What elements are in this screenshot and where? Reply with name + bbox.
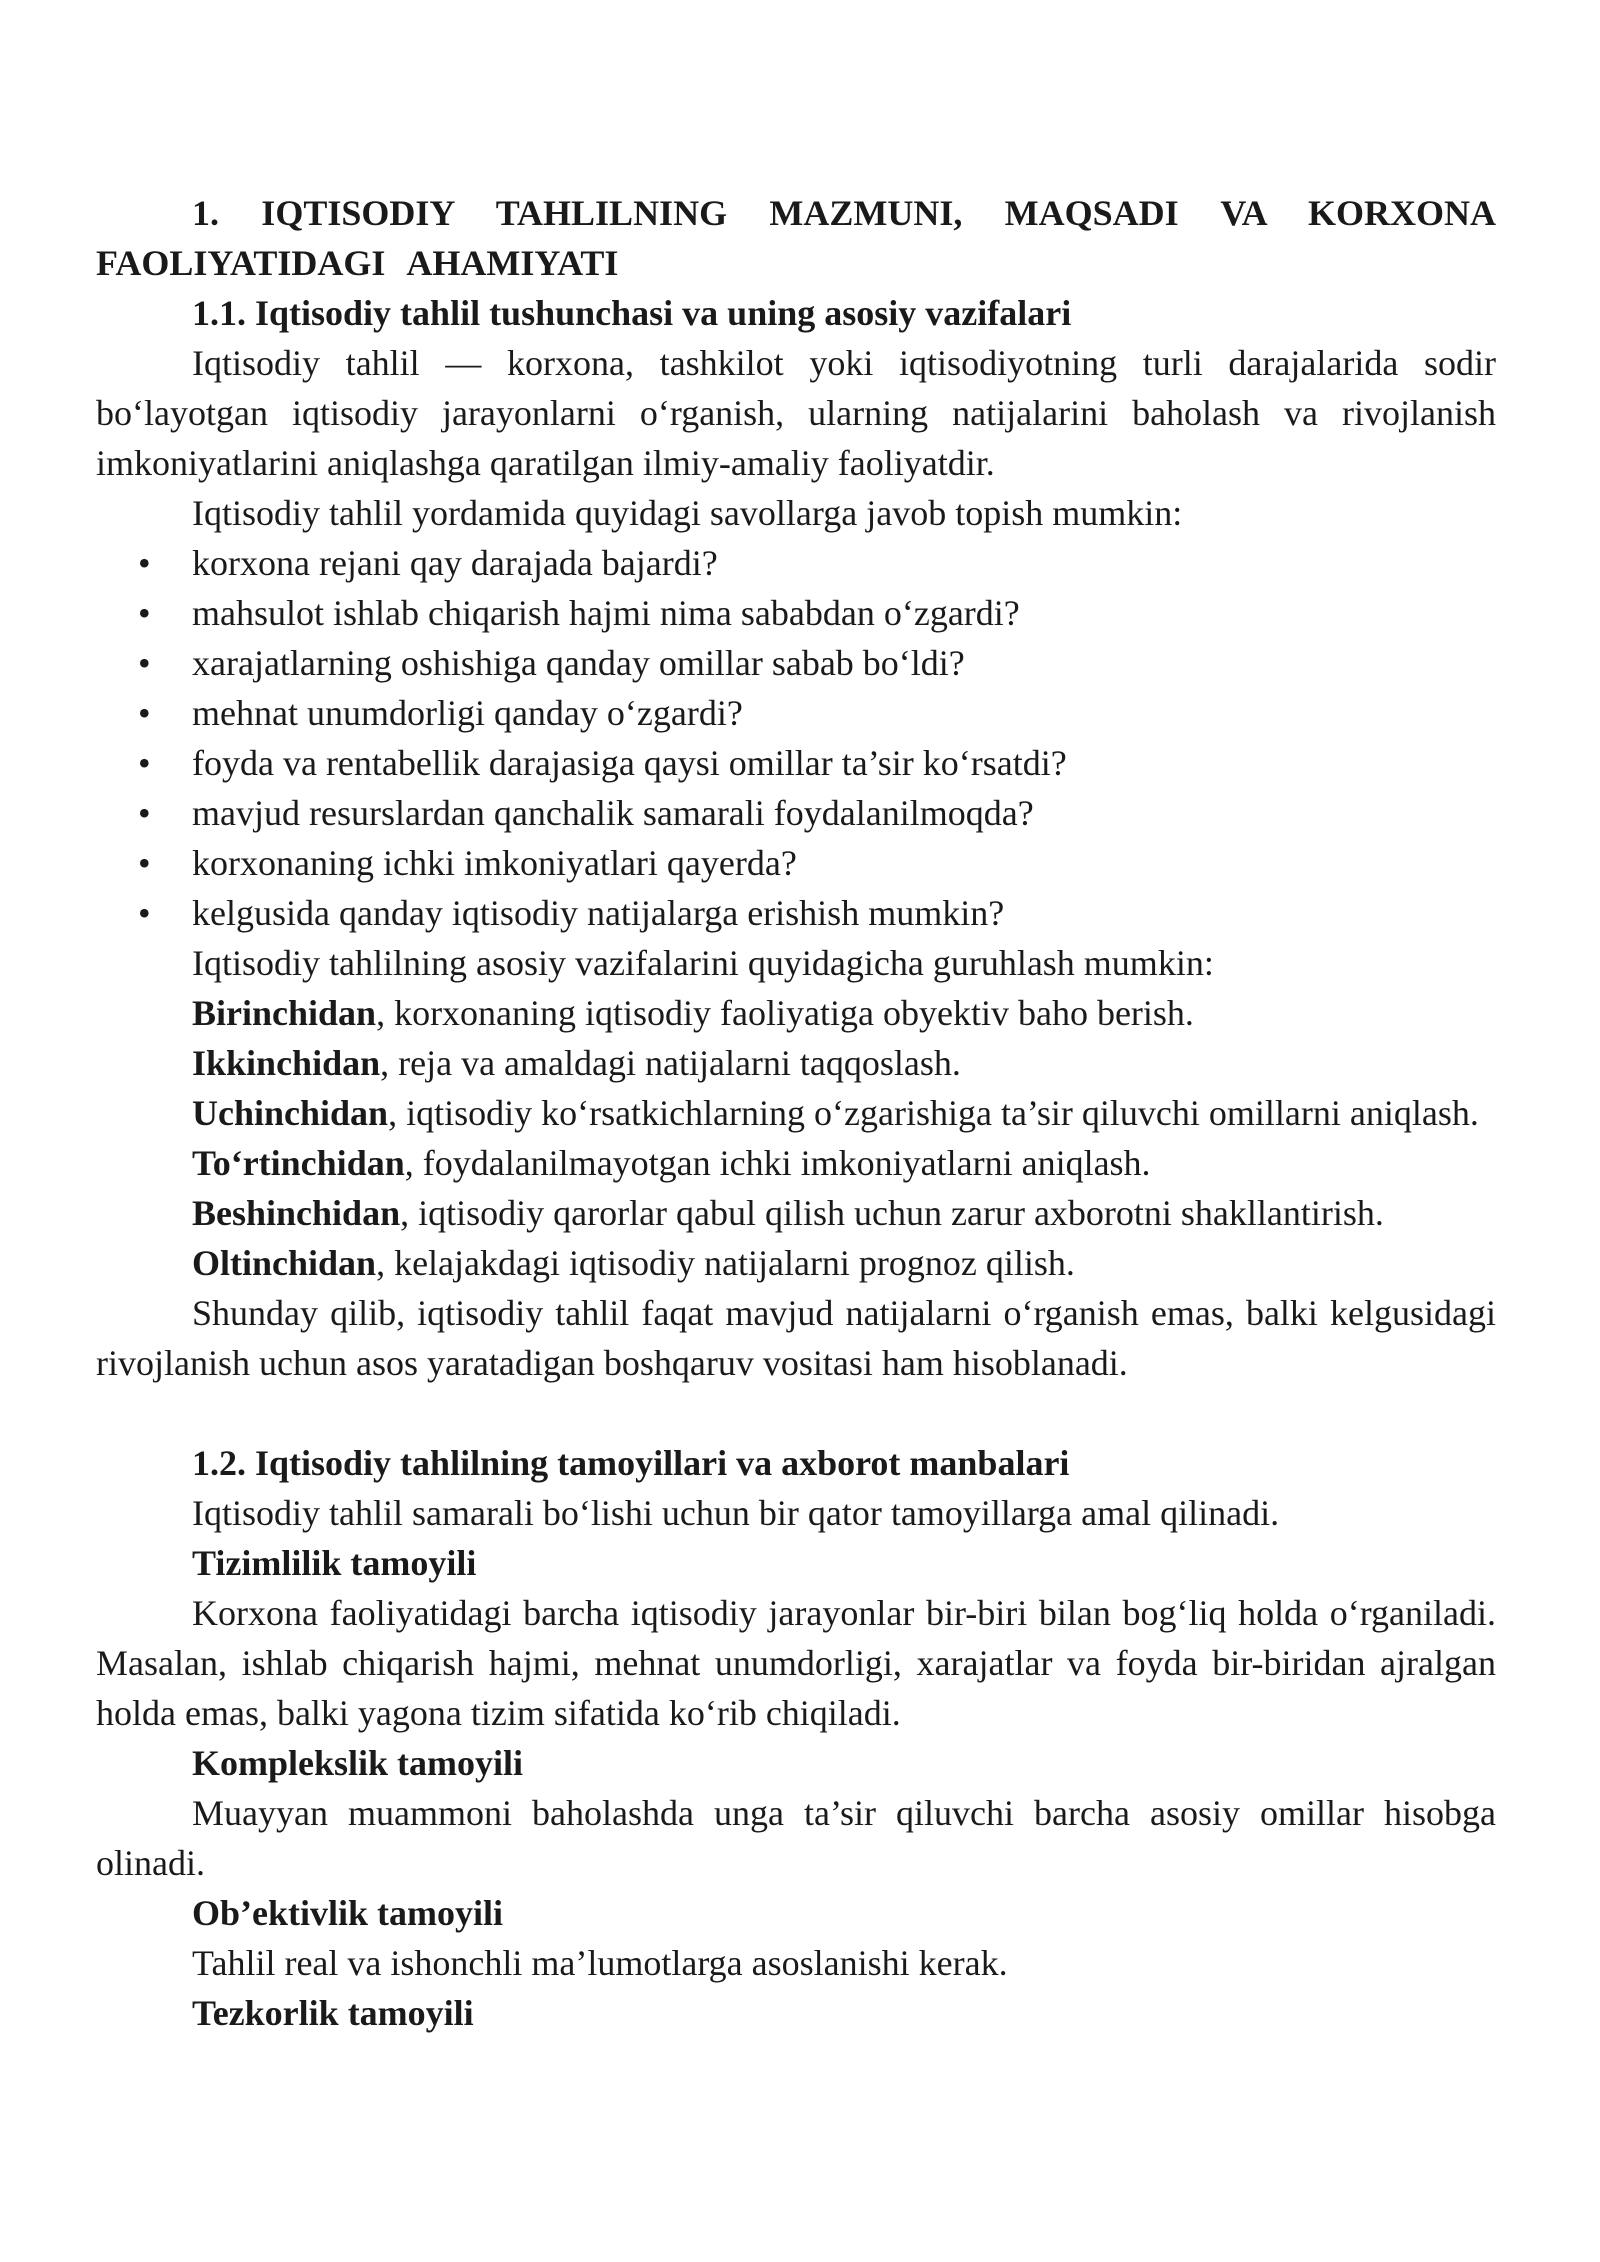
bullet-icon: •: [138, 893, 151, 933]
task-paragraph: [96, 988, 1496, 1038]
chapter-heading: 1. IQTISODIY TAHLILNING MAZMUNI, MAQSADI VA KORXONA FAOLIYATIDAGI AHAMIYATI: [96, 193, 1496, 283]
task-term: Birinchidan: [192, 993, 377, 1033]
task-paragraph: [96, 1238, 1496, 1288]
task-paragraph: [96, 1138, 1496, 1188]
task-term: Uchinchidan: [192, 1093, 389, 1133]
principle-title: Tezkorlik tamoyili: [192, 1993, 474, 2033]
question-text: mehnat unumdorligi qanday o‘zgardi?: [192, 693, 743, 733]
principle-text: Korxona faoliyatidagi barcha iqtisodiy jarayonlar bir-biri bilan bog‘liq holda o‘rganiladi. Masalan, ishlab chiqarish hajmi, mehnat unumdorligi, xarajatlar va foyda bir-biridan ajralgan holda emas, balki yagona tizim sifatida ko‘rib chiqiladi.: [96, 1593, 1496, 1733]
task-text: , reja va amaldagi natijalarni taqqoslash.: [380, 1043, 961, 1083]
task-term: Oltinchidan: [192, 1243, 377, 1283]
list-item: [96, 688, 1496, 738]
list-item: [96, 738, 1496, 788]
task-text: , iqtisodiy qarorlar qabul qilish uchun zarur axborotni shakllantirish.: [400, 1193, 1384, 1233]
list-item: [96, 638, 1496, 688]
question-text: korxonaning ichki imkoniyatlari qayerda?: [192, 843, 797, 883]
document-page: [96, 188, 1496, 2038]
bullet-icon: •: [138, 643, 151, 683]
principle-text: Muayyan muammoni baholashda unga ta’sir qiluvchi barcha asosiy omillar hisobga olinadi.: [96, 1793, 1496, 1883]
task-text: , foydalanilmayotgan ichki imkoniyatlarni aniqlash.: [404, 1143, 1151, 1183]
task-paragraph: [96, 1088, 1496, 1138]
principle-title: Ob’ektivlik tamoyili: [192, 1893, 504, 1933]
section-spacer: [96, 1388, 1496, 1438]
question-text: xarajatlarning oshishiga qanday omillar sabab bo‘ldi?: [192, 643, 965, 683]
list-item: [96, 888, 1496, 938]
tasks-intro: Iqtisodiy tahlilning asosiy vazifalarini quyidagicha guruhlash mumkin:: [192, 943, 1214, 983]
task-text: , kelajakdagi iqtisodiy natijalarni prognoz qilish.: [376, 1243, 1075, 1283]
bullet-icon: •: [138, 593, 151, 633]
task-text: , korxonaning iqtisodiy faoliyatiga obyektiv baho berish.: [376, 993, 1194, 1033]
question-text: foyda va rentabellik darajasiga qaysi omillar ta’sir ko‘rsatdi?: [192, 743, 1067, 783]
task-paragraph: [96, 1188, 1496, 1238]
conclusion-paragraph: Shunday qilib, iqtisodiy tahlil faqat mavjud natijalarni o‘rganish emas, balki kelgusidagi rivojlanish uchun asos yaratadigan boshqaruv vositasi ham hisoblanadi.: [96, 1293, 1496, 1383]
question-text: mahsulot ishlab chiqarish hajmi nima sababdan o‘zgardi?: [192, 593, 1020, 633]
bullet-icon: •: [138, 543, 151, 583]
definition-paragraph: Iqtisodiy tahlil — korxona, tashkilot yoki iqtisodiyotning turli darajalarida sodir bo‘layotgan iqtisodiy jarayonlarni o‘rganish, ularning natijalarini baholash va rivojlanish imkoniyatlarini aniqlashga qaratilgan ilmiy-amaliy faoliyatdir.: [96, 343, 1496, 483]
question-text: korxona rejani qay darajada bajardi?: [192, 543, 718, 583]
section-heading-1-1: 1.1. Iqtisodiy tahlil tushunchasi va uning asosiy vazifalari: [192, 293, 1072, 333]
list-item: [96, 588, 1496, 638]
questions-list: [96, 538, 1496, 938]
principles-intro: Iqtisodiy tahlil samarali bo‘lishi uchun bir qator tamoyillarga amal qilinadi.: [192, 1493, 1280, 1533]
principle-title: Tizimlilik tamoyili: [192, 1543, 477, 1583]
question-text: mavjud resurslardan qanchalik samarali foydalanilmoqda?: [192, 793, 1034, 833]
list-item: [96, 838, 1496, 888]
task-paragraph: [96, 1038, 1496, 1088]
question-text: kelgusida qanday iqtisodiy natijalarga erishish mumkin?: [192, 893, 1005, 933]
questions-intro: Iqtisodiy tahlil yordamida quyidagi savollarga javob topish mumkin:: [192, 493, 1183, 533]
bullet-icon: •: [138, 843, 151, 883]
principle-text: Tahlil real va ishonchli ma’lumotlarga asoslanishi kerak.: [192, 1943, 1008, 1983]
principle-title: Komplekslik tamoyili: [192, 1743, 524, 1783]
list-item: [96, 538, 1496, 588]
task-term: Beshinchidan: [192, 1193, 401, 1233]
task-term: Ikkinchidan: [192, 1043, 381, 1083]
bullet-icon: •: [138, 743, 151, 783]
task-term: To‘rtinchidan: [192, 1143, 405, 1183]
list-item: [96, 788, 1496, 838]
bullet-icon: •: [138, 693, 151, 733]
bullet-icon: •: [138, 793, 151, 833]
task-text: , iqtisodiy ko‘rsatkichlarning o‘zgarishiga ta’sir qiluvchi omillarni aniqlash.: [388, 1093, 1479, 1133]
section-heading-1-2: 1.2. Iqtisodiy tahlilning tamoyillari va axborot manbalari: [192, 1443, 1070, 1483]
